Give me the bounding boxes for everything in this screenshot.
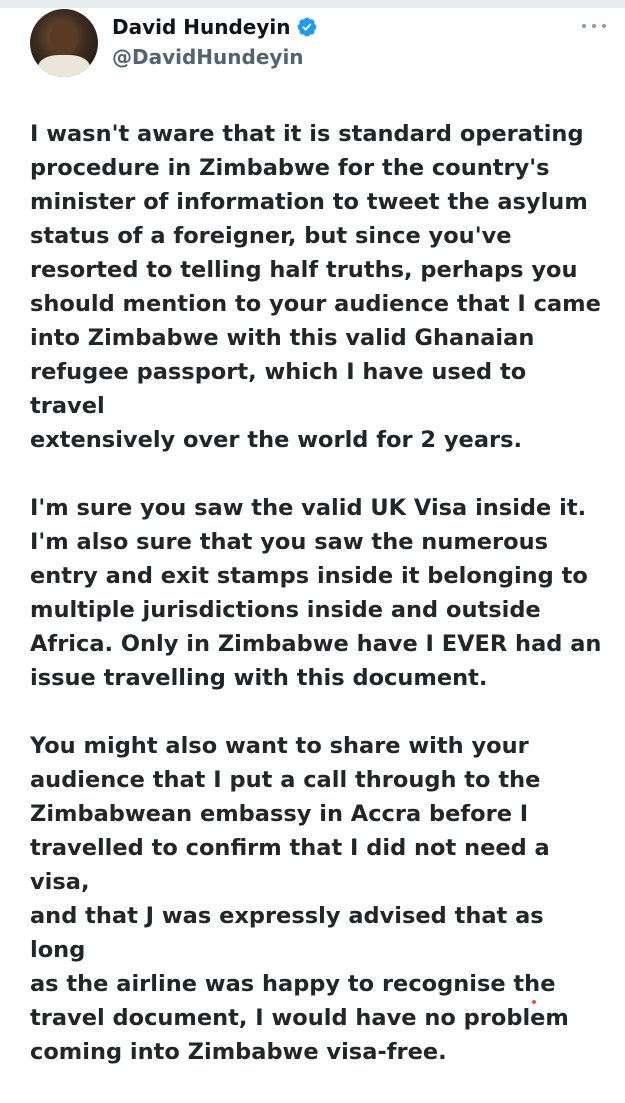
tweet-header	[0, 0, 625, 90]
tweet-paragraph-3: You might also want to share with your audience that I put a call through to the Zimbabwean embassy in Accra before I travelled to confirm that I did not need a visa, and that J was expressly advised that as long as the airline was happy to recognise the travel document, I would have no problem coming into Zimbabwe visa-free.	[30, 733, 569, 1065]
name-row[interactable]	[112, 14, 318, 40]
avatar-shirt	[38, 55, 90, 77]
more-dot	[582, 24, 586, 28]
avatar-face	[50, 21, 78, 55]
stray-dot	[532, 1000, 536, 1004]
tweet-text	[30, 117, 605, 1103]
display-name[interactable]: David Hundeyin	[112, 15, 291, 39]
avatar[interactable]	[30, 9, 98, 77]
more-dot	[602, 24, 606, 28]
more-dot	[592, 24, 596, 28]
tweet-paragraph-2: I'm sure you saw the valid UK Visa inside it. I'm also sure that you saw the numerous entry and exit stamps inside it belonging to multiple jurisdictions inside and outside Africa. Only in Zimbabwe have I EVER had an issue travelling with this document.	[30, 495, 602, 691]
tweet-paragraph-1: I wasn't aware that it is standard operating procedure in Zimbabwe for the country's minister of information to tweet the asylum status of a foreigner, but since you've resorted to telling half truths, perhaps you should mention to your audience that I came into Zimbabwe with this valid Ghanaian refugee passport, which I have used to travel extensively over the world for 2 years.	[30, 121, 601, 453]
more-options-icon[interactable]	[582, 20, 606, 32]
verified-badge-icon	[296, 16, 318, 38]
user-handle[interactable]: @DavidHundeyin	[112, 45, 304, 69]
